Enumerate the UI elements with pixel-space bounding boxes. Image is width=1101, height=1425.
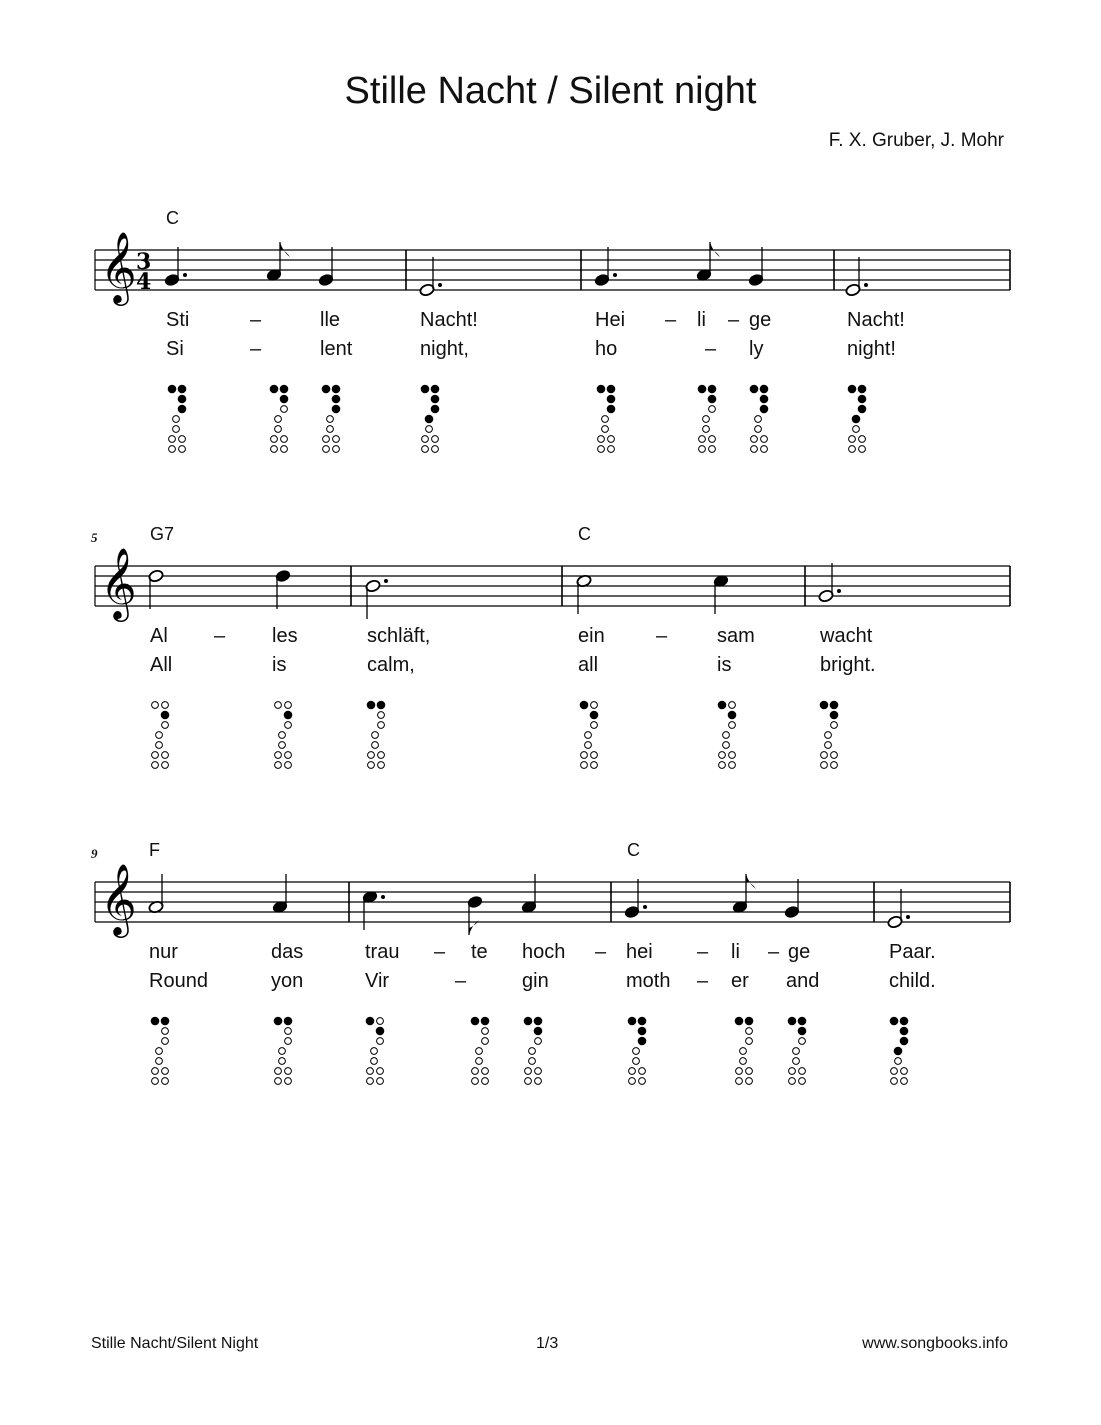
music-system	[0, 206, 1101, 486]
fingering-diagram	[698, 385, 716, 452]
fingering-diagram	[168, 385, 186, 452]
lyric-german: Nacht!	[847, 309, 905, 331]
lyric-english: yon	[271, 970, 304, 992]
lyric-german: Al	[150, 625, 168, 647]
lyric-english: all	[578, 654, 599, 676]
lyric-english: moth	[626, 970, 671, 992]
lyric-english: child.	[889, 970, 936, 992]
note-c5	[713, 574, 729, 614]
fingering-diagram	[848, 385, 866, 452]
fingering-diagram	[820, 701, 838, 768]
lyric-german: te	[471, 941, 488, 963]
lyric-german: Sti	[166, 309, 190, 331]
lyric-english: lent	[320, 338, 353, 360]
fingering-diagram	[718, 701, 736, 768]
fingering-diagram	[421, 385, 439, 452]
time-signature-top: 3	[136, 249, 152, 275]
lyric-german: Paar.	[889, 941, 936, 963]
footer-title: Stille Nacht/Silent Night	[91, 1335, 259, 1352]
lyric-english: gin	[522, 970, 549, 992]
lyric-german: hoch	[522, 941, 566, 963]
fingering-diagram	[580, 701, 598, 768]
composer-credit: F. X. Gruber, J. Mohr	[828, 130, 1004, 151]
fingering-diagram	[735, 1017, 753, 1084]
fingering-diagram	[270, 385, 288, 452]
fingering-diagram	[151, 1017, 169, 1084]
music-system	[0, 522, 1101, 802]
note-g4	[164, 247, 187, 287]
fingering-diagram	[366, 1017, 384, 1084]
lyric-english: All	[150, 654, 173, 676]
lyric-german: –	[768, 941, 780, 963]
note-b4	[365, 579, 388, 619]
note-c5	[362, 890, 385, 930]
fingering-diagram	[275, 702, 292, 769]
lyric-english: calm,	[367, 654, 415, 676]
fingering-diagram	[750, 385, 768, 452]
lyric-english: –	[697, 970, 709, 992]
fingering-diagram	[890, 1017, 908, 1084]
lyric-english: er	[731, 970, 749, 992]
lyric-german: –	[697, 941, 709, 963]
note-d5	[148, 569, 164, 609]
lyric-german: ge	[749, 309, 772, 331]
lyric-english: ly	[749, 338, 764, 360]
lyric-english: and	[786, 970, 820, 992]
page-number: 1/3	[536, 1335, 559, 1352]
fingering-diagram	[597, 385, 615, 452]
lyric-german: trau	[365, 941, 400, 963]
lyric-german: das	[271, 941, 304, 963]
lyric-german: wacht	[820, 625, 873, 647]
note-g4	[594, 247, 617, 287]
lyric-english: Vir	[365, 970, 390, 992]
note-a4	[521, 874, 537, 914]
fingering-diagram	[788, 1017, 806, 1084]
lyric-english: is	[717, 654, 732, 676]
note-d5	[275, 569, 291, 609]
lyric-english: night!	[847, 338, 896, 360]
lyric-english: Round	[149, 970, 208, 992]
fingering-diagram	[152, 702, 169, 769]
lyric-german: ge	[788, 941, 811, 963]
lyric-german: hei	[626, 941, 653, 963]
fingering-diagram	[322, 385, 340, 452]
footer-website: www.songbooks.info	[862, 1335, 1008, 1352]
lyric-german: sam	[717, 625, 755, 647]
note-a4	[732, 874, 756, 914]
fingering-diagram	[367, 701, 385, 768]
note-g4	[748, 247, 764, 287]
chord-symbol: C	[578, 524, 591, 544]
chord-symbol: F	[149, 840, 160, 860]
lyric-english: –	[455, 970, 467, 992]
lyric-english: –	[705, 338, 717, 360]
lyric-german: schläft,	[367, 625, 431, 647]
fingering-diagram	[628, 1017, 646, 1084]
note-g4	[784, 879, 800, 919]
fingering-diagram	[524, 1017, 542, 1084]
treble-clef-icon: 𝄞	[100, 230, 137, 303]
chord-symbol: G7	[150, 524, 175, 544]
lyric-english: is	[272, 654, 287, 676]
lyric-german: –	[434, 941, 446, 963]
note-g4	[624, 879, 647, 919]
fingering-diagram	[471, 1017, 489, 1084]
chord-symbol: C	[627, 840, 640, 860]
lyric-german: –	[250, 309, 262, 331]
lyric-german: –	[665, 309, 677, 331]
lyric-english: –	[250, 338, 262, 360]
song-title: Stille Nacht / Silent night	[344, 70, 757, 112]
note-a4	[272, 874, 288, 914]
lyric-german: les	[272, 625, 298, 647]
lyric-german: Nacht!	[420, 309, 478, 331]
note-c5	[576, 574, 592, 614]
lyric-german: ein	[578, 625, 605, 647]
chord-symbol: C	[166, 208, 179, 228]
lyric-german: –	[728, 309, 740, 331]
lyric-english: night,	[420, 338, 469, 360]
lyric-german: nur	[149, 941, 178, 963]
music-system	[0, 838, 1101, 1118]
lyric-german: li	[697, 309, 706, 331]
note-e4	[419, 257, 442, 297]
lyric-german: –	[595, 941, 607, 963]
note-a4	[266, 242, 290, 282]
lyric-english: ho	[595, 338, 618, 360]
measure-number: 5	[91, 530, 98, 545]
treble-clef-icon: 𝄞	[100, 862, 137, 935]
time-signature-bottom: 4	[136, 269, 152, 295]
lyric-german: –	[214, 625, 226, 647]
measure-number: 9	[91, 846, 98, 861]
note-b4	[467, 895, 483, 935]
lyric-german: Hei	[595, 309, 626, 331]
lyric-german: –	[656, 625, 668, 647]
note-g4	[318, 247, 334, 287]
lyric-english: Si	[166, 338, 184, 360]
note-e4	[845, 257, 868, 297]
note-e4	[887, 889, 910, 929]
lyric-german: li	[731, 941, 740, 963]
lyric-german: lle	[320, 309, 341, 331]
note-g4	[818, 563, 841, 603]
note-a4	[696, 242, 720, 282]
treble-clef-icon: 𝄞	[100, 546, 137, 619]
fingering-diagram	[274, 1017, 292, 1084]
note-a4	[148, 874, 164, 914]
lyric-english: bright.	[820, 654, 876, 676]
